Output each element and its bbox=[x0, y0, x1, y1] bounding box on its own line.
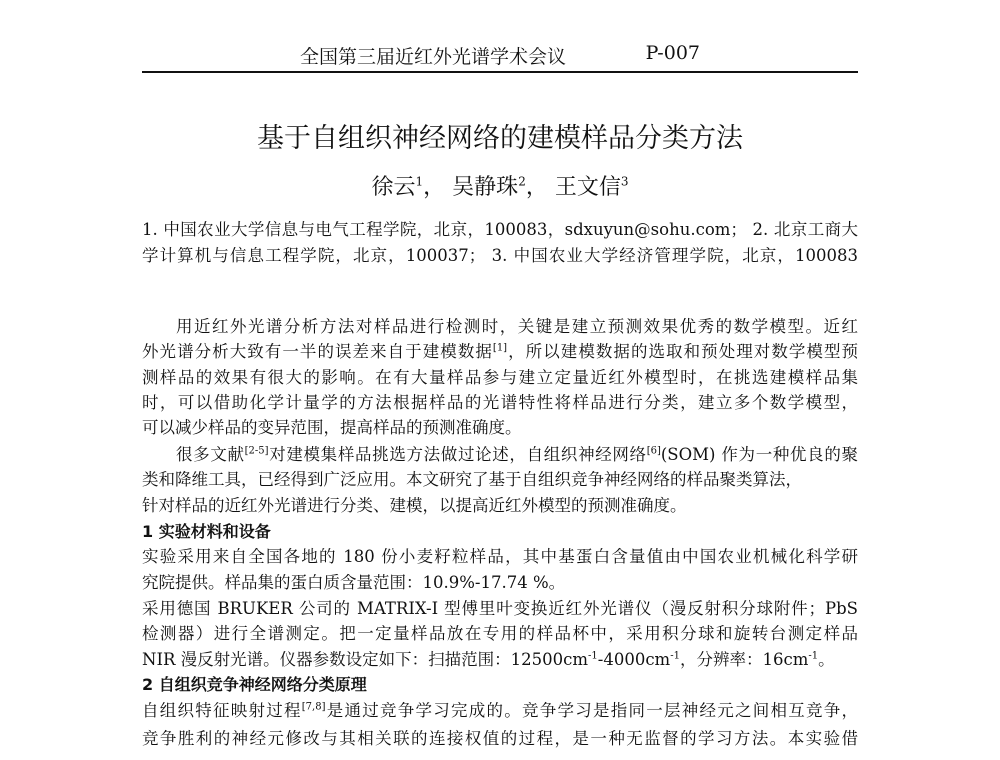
body-line: 用近红外光谱分析方法对样品进行检测时，关键是建立预测效果优秀的数学模型。近红 bbox=[176, 317, 858, 336]
citation: [7,8] bbox=[301, 701, 326, 713]
citation: [1] bbox=[492, 342, 508, 354]
body-line: 采用德国 BRUKER 公司的 MATRIX-I 型傅里叶变换近红外光谱仪（漫反射积分球附件；PbS bbox=[142, 599, 858, 618]
citation: [2-5] bbox=[244, 445, 269, 457]
body-line: 检测器）进行全谱测定。把一定量样品放在专用的样品杯中，采用积分球和旋转台测定样品 bbox=[142, 624, 858, 643]
author: 王文信 bbox=[554, 175, 621, 200]
paper-title: 基于自组织神经网络的建模样品分类方法 bbox=[257, 123, 743, 154]
body-line: 可以减少样品的变异范围，提高样品的预测准确度。 bbox=[142, 418, 522, 437]
body-line: 针对样品的近红外光谱进行分类、建模，以提高近红外模型的预测准确度。 bbox=[142, 496, 687, 515]
section-heading: 1 实验材料和设备 bbox=[142, 522, 271, 541]
author: 徐云 bbox=[371, 175, 416, 200]
author-list: 徐云$^1$， 吴静珠$^2$， 王文信$^3$ bbox=[371, 174, 629, 200]
paper-id: P-007 bbox=[645, 42, 700, 64]
body-line: 测样品的效果有很大的影响。在有大量样品参与建立定量近红外模型时，在挑选建模样品集 bbox=[142, 368, 858, 387]
body-line: 自组织特征映射过程[7,8]是通过竞争学习完成的。竞争学习是指同一层神经元之间相互竞争， bbox=[142, 701, 859, 720]
author: 吴静珠 bbox=[452, 175, 519, 200]
affiliation-line: 1. 中国农业大学信息与电气工程学院，北京，100083，sdxuyun@sohu.com； 2. 北京工商大 bbox=[142, 220, 858, 239]
citation: [6] bbox=[646, 445, 661, 457]
body-line: 究院提供。样品集的蛋白质含量范围：10.9%-17.74 %。 bbox=[142, 573, 566, 592]
affiliation-mark: 1 bbox=[415, 174, 424, 189]
affiliation-mark: 3 bbox=[620, 174, 629, 189]
body-line: 很多文献[2-5]对建模集样品挑选方法做过论述，自组织神经网络[6](SOM) 作为一种优良的聚 bbox=[176, 445, 858, 464]
affiliation-line: 学计算机与信息工程学院，北京，100037； 3. 中国农业大学经济管理学院，北京，100083 bbox=[142, 246, 858, 265]
header-rule bbox=[142, 71, 858, 73]
body-line: 时，可以借助化学计量学的方法根据样品的光谱特性将样品进行分类，建立多个数学模型， bbox=[142, 393, 858, 412]
section-heading: 2 自组织竞争神经网络分类原理 bbox=[142, 675, 367, 694]
body-line: NIR 漫反射光谱。仪器参数设定如下：扫描范围：$12500cm^{-1}-4000cm^{-1}$，分辨率：$16cm^{-1}$。 bbox=[142, 650, 835, 669]
affiliation-mark: 2 bbox=[518, 174, 526, 189]
body-line: 类和降维工具，已经得到广泛应用。本文研究了基于自组织竞争神经网络的样品聚类算法， bbox=[142, 470, 802, 489]
conference-name: 全国第三届近红外光谱学术会议 bbox=[300, 46, 567, 68]
body-line: 实验采用来自全国各地的 180 份小麦籽粒样品，其中基蛋白含量值由中国农业机械化科学研 bbox=[142, 547, 858, 566]
body-line: 竞争胜利的神经元修改与其相关联的连接权值的过程，是一种无监督的学习方法。本实验借 bbox=[142, 729, 858, 748]
body-line: 外光谱分析大致有一半的误差来自于建模数据[1]，所以建模数据的选取和预处理对数学模型预 bbox=[142, 342, 859, 361]
running-header bbox=[300, 42, 700, 69]
